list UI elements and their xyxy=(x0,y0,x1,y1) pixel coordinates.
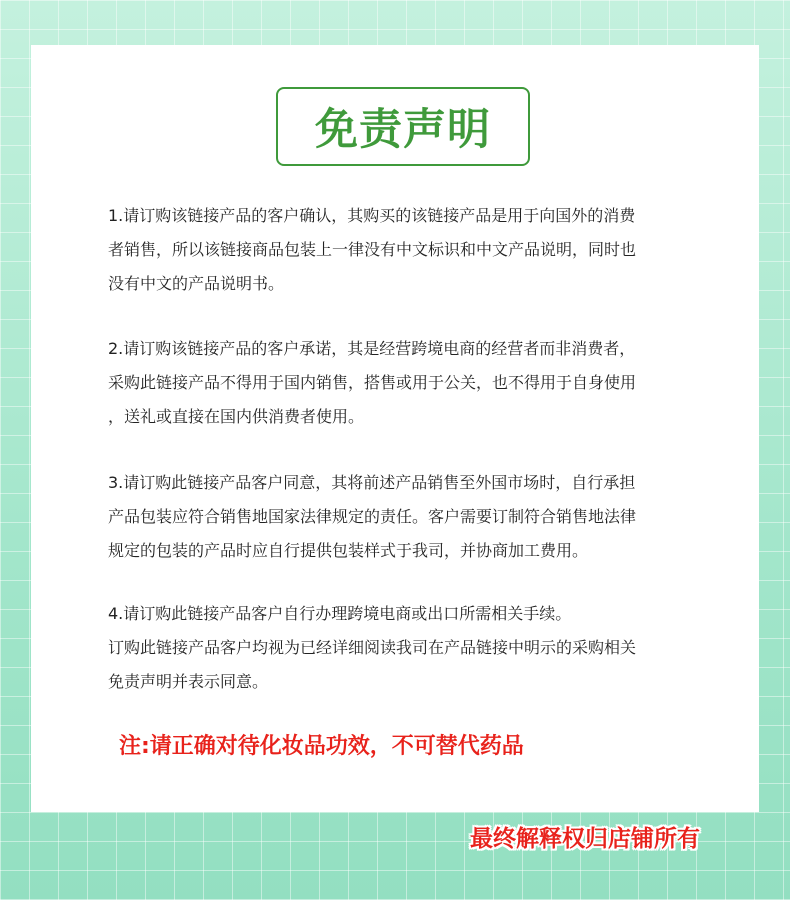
page-title: 免责声明 xyxy=(315,105,491,155)
paragraph-4 xyxy=(108,597,728,699)
title-frame xyxy=(276,87,530,166)
paragraph-line: ，送礼或直接在国内供消费者使用。 xyxy=(108,407,365,426)
disclaimer-card xyxy=(31,45,759,812)
paragraph-line: 产品包装应符合销售地国家法律规定的责任。客户需要订制符合销售地法律 xyxy=(108,507,637,526)
cosmetics-warning-note: 注:请正确对待化妆品功效，不可替代药品 xyxy=(119,734,524,759)
final-interpretation-footer: 最终解释权归店铺所有 xyxy=(470,826,700,852)
paragraph-line: 没有中文的产品说明书。 xyxy=(108,274,285,293)
paragraph-line: 者销售，所以该链接商品包装上一律没有中文标识和中文产品说明，同时也 xyxy=(108,240,637,259)
paragraph-line: 采购此链接产品不得用于国内销售，搭售或用于公关，也不得用于自身使用 xyxy=(108,373,637,392)
paragraph-line: 4.请订购此链接产品客户自行办理跨境电商或出口所需相关手续。 xyxy=(108,604,572,623)
paragraph-line: 订购此链接产品客户均视为已经详细阅读我司在产品链接中明示的采购相关 xyxy=(108,638,637,657)
paragraph-2 xyxy=(108,332,728,434)
paragraph-3 xyxy=(108,466,728,568)
paragraph-line: 2.请订购该链接产品的客户承诺，其是经营跨境电商的经营者而非消费者， xyxy=(108,339,636,358)
paragraph-line: 规定的包装的产品时应自行提供包装样式于我司，并协商加工费用。 xyxy=(108,541,589,560)
paragraph-line: 1.请订购该链接产品的客户确认，其购买的该链接产品是用于向国外的消费 xyxy=(108,206,636,225)
paragraph-1 xyxy=(108,199,728,301)
paragraph-line: 3.请订购此链接产品客户同意，其将前述产品销售至外国市场时，自行承担 xyxy=(108,473,636,492)
paragraph-line: 免责声明并表示同意。 xyxy=(108,672,269,691)
